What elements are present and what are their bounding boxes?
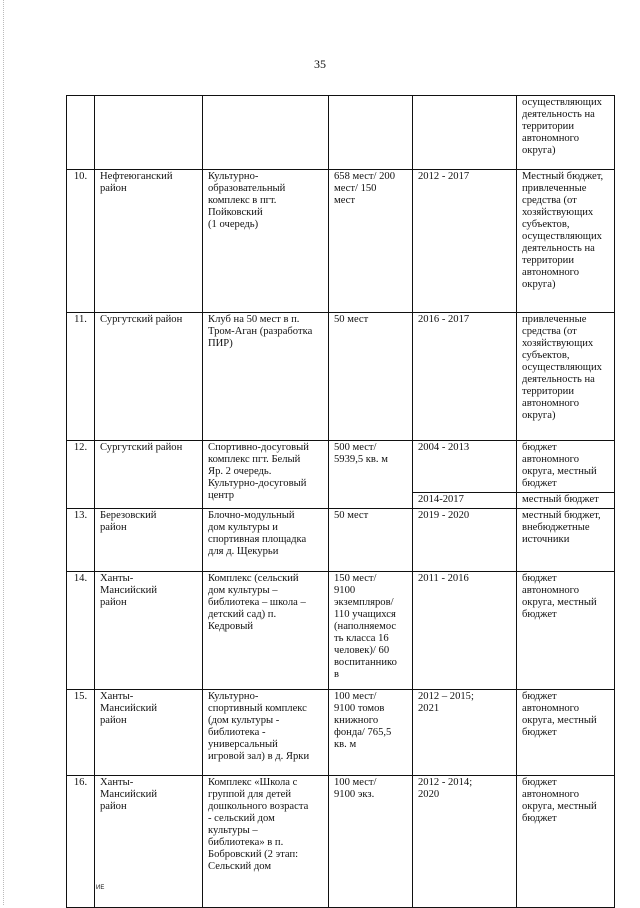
cell-line: 13. [73,510,88,521]
cell-line: библиотека – школа – [208,597,306,608]
region-cell [95,509,203,572]
cell-line: район [100,183,127,194]
cell-line: 2019 - 2020 [418,510,470,521]
cell-line: бюджет [522,727,557,738]
cell-line: бюджет [522,478,557,489]
cell-line: Комплекс (сельский [208,573,299,584]
row-number [67,441,95,509]
cell-line: округа, местный [522,801,597,812]
cell-line: бюджет [522,813,557,824]
cell-line: дом культуры – [208,585,278,596]
cell-line: 9100 [334,585,356,596]
capacity-cell [329,96,413,170]
funding-cell [517,509,615,572]
cell-line: 10. [73,171,88,182]
cell-line: для д. Щекурьи [208,546,279,557]
funding-cell [517,690,615,776]
cell-line: 9100 экз. [334,789,375,800]
cell-line: 9100 томов [334,703,385,714]
cell-line: спортивный комплекс [208,703,307,714]
cell-line: Пойковский [208,207,263,218]
cell-line: библиотека - [208,727,266,738]
footer-mark: ИЕ [96,885,105,891]
cell-line: автономного [522,585,580,596]
cell-line: Ханты- [100,691,134,702]
cell-line: автономного [522,398,580,409]
cell-line: дошкольного возраста [208,801,309,812]
region-cell [95,572,203,690]
cell-line: 2012 - 2017 [418,171,470,182]
cell-line: Нефтеюганский [100,171,173,182]
cell-line: 100 мест/ [334,777,377,788]
cell-line: 2012 – 2015; [418,691,474,702]
cell-line: автономного [522,789,580,800]
capacity-cell [329,572,413,690]
cell-line: район [100,522,127,533]
cell-line: 5939,5 кв. м [334,454,388,465]
cell-line: бюджет [522,573,557,584]
object-cell [203,509,329,572]
region-cell [95,776,203,908]
cell-line: 2004 - 2013 [418,442,470,453]
cell-line: мест/ 150 [334,183,377,194]
cell-line: округа) [522,279,556,290]
cell-line: кв. м [334,739,357,750]
cell-line: местный бюджет [522,494,599,505]
funding-cell [517,313,615,441]
period-cell [413,313,517,441]
cell-line: 2020 [418,789,440,800]
cell-line: осуществляющих [522,97,602,108]
cell-line: средства (от [522,326,577,337]
cell-line: группой для детей [208,789,292,800]
cell-line: 50 мест [334,510,369,521]
period-cell [413,776,517,908]
cell-line: осуществляющих [522,231,602,242]
region-cell [95,96,203,170]
cell-line: бюджет [522,609,557,620]
cell-line: Мансийский [100,703,158,714]
cell-line: деятельность на [522,109,595,120]
period-cell [413,96,517,170]
period-cell [413,690,517,776]
cell-line: внебюджетные [522,522,590,533]
cell-line: бюджет [522,777,557,788]
cell-line: 2011 - 2016 [418,573,469,584]
cell-line: мест [334,195,356,206]
table-row [67,776,615,908]
cell-line: Блочно-модульный [208,510,295,521]
cell-line: автономного [522,454,580,465]
cell-line: привлеченные [522,183,587,194]
funding-cell [517,96,615,170]
cell-line: округа) [522,410,556,421]
row-number [67,313,95,441]
cell-line: фонда/ 765,5 [334,727,392,738]
cell-line: 150 мест/ [334,573,377,584]
funding-cell [517,170,615,313]
cell-line: местный бюджет, [522,510,601,521]
region-cell [95,313,203,441]
cell-line: Сургутский район [100,314,183,325]
cell-line: Березовский [100,510,157,521]
cell-line: источники [522,534,570,545]
cell-line: бюджет [522,442,557,453]
cell-line: субъектов, [522,219,570,230]
cell-line: в [334,669,340,680]
cell-line: территории [522,121,575,132]
period-cell [413,441,517,493]
cell-line: округа) [522,145,556,156]
capacity-cell [329,776,413,908]
cell-line: Сельский дом [208,861,272,872]
cell-line: 15. [73,691,88,702]
cell-line: округа, местный [522,466,597,477]
cell-line: библиотека» в п. [208,837,284,848]
cell-line: бюджет [522,691,557,702]
object-cell [203,690,329,776]
cell-line: 11. [74,314,87,325]
cell-line: Сургутский район [100,442,183,453]
objects-table [66,95,615,908]
period-cell [413,170,517,313]
object-cell [203,441,329,509]
row-number [67,776,95,908]
funding-cell [517,441,615,493]
cell-line: территории [522,255,575,266]
cell-line: автономного [522,703,580,714]
capacity-cell [329,313,413,441]
cell-line: территории [522,386,575,397]
funding-cell [517,572,615,690]
row-number [67,690,95,776]
table-row [67,572,615,690]
cell-line: район [100,801,127,812]
cell-line: комплекс в пгт. [208,195,277,206]
cell-line: детский сад) п. [208,609,277,620]
cell-line: автономного [522,267,580,278]
object-cell [203,96,329,170]
cell-line: округа, местный [522,597,597,608]
cell-line: Клуб на 50 мест в п. [208,314,300,325]
cell-line: субъектов, [522,350,570,361]
cell-line: 14. [73,573,88,584]
cell-line: человек)/ 60 [334,645,390,656]
cell-line: ть класса 16 [334,633,389,644]
cell-line: 100 мест/ [334,691,377,702]
capacity-cell [329,441,413,509]
page-number: 35 [314,57,326,71]
cell-line: (наполняемос [334,621,397,632]
cell-line: культуры – [208,825,258,836]
cell-line: Ханты- [100,777,134,788]
row-number [67,509,95,572]
capacity-cell [329,170,413,313]
cell-line: (1 очередь) [208,219,259,230]
period-cell [413,572,517,690]
cell-line: 16. [73,777,88,788]
cell-line: - сельский дом [208,813,275,824]
cell-line: хозяйствующих [522,207,594,218]
cell-line: универсальный [208,739,278,750]
period-cell [413,493,517,509]
object-cell [203,170,329,313]
row-number [67,96,95,170]
table-row [67,96,615,170]
region-cell [95,690,203,776]
cell-line: дом культуры и [208,522,278,533]
cell-line: комплекс пгт. Белый [208,454,301,465]
table-row [67,441,615,493]
cell-line: средства (от [522,195,577,206]
cell-line: ПИР) [208,338,233,349]
row-number [67,572,95,690]
cell-line: Комплекс «Школа с [208,777,298,788]
cell-line: деятельность на [522,243,595,254]
cell-line: центр [208,490,235,501]
capacity-cell [329,509,413,572]
row-number [67,170,95,313]
table-row [67,509,615,572]
cell-line: Ханты- [100,573,134,584]
table-row [67,170,615,313]
capacity-cell [329,690,413,776]
object-cell [203,776,329,908]
cell-line: 2021 [418,703,440,714]
cell-line: книжного [334,715,379,726]
cell-line: осуществляющих [522,362,602,373]
object-cell [203,313,329,441]
cell-line: хозяйствующих [522,338,594,349]
cell-line: Культурно- [208,171,259,182]
cell-line: Яр. 2 очередь. [208,466,272,477]
cell-line: привлеченные [522,314,587,325]
cell-line: (дом культуры - [208,715,280,726]
cell-line: Тром-Аган (разработка [208,326,313,337]
funding-cell [517,776,615,908]
cell-line: воспитаннико [334,657,397,668]
cell-line: 500 мест/ [334,442,377,453]
cell-line: 658 мест/ 200 [334,171,396,182]
cell-line: 2014-2017 [418,494,464,505]
cell-line: игровой зал) в д. Ярки [208,751,310,762]
cell-line: спортивная площадка [208,534,307,545]
cell-line: 12. [73,442,88,453]
cell-line: 2012 - 2014; [418,777,473,788]
cell-line: Спортивно-досуговый [208,442,309,453]
cell-line: 2016 - 2017 [418,314,470,325]
funding-cell [517,493,615,509]
cell-line: образовательный [208,183,286,194]
cell-line: деятельность на [522,374,595,385]
table-row [67,313,615,441]
cell-line: экземпляров/ [334,597,394,608]
period-cell [413,509,517,572]
cell-line: район [100,597,127,608]
region-cell [95,170,203,313]
cell-line: Мансийский [100,789,158,800]
object-cell [203,572,329,690]
cell-line: округа, местный [522,715,597,726]
cell-line: Местный бюджет, [522,171,604,182]
cell-line: Культурно-досуговый [208,478,307,489]
cell-line: 50 мест [334,314,369,325]
region-cell [95,441,203,509]
scan-edge [3,0,5,905]
cell-line: Культурно- [208,691,259,702]
cell-line: автономного [522,133,580,144]
cell-line: Мансийский [100,585,158,596]
table-row [67,690,615,776]
cell-line: Кедровый [208,621,253,632]
cell-line: Бобровский (2 этап: [208,849,299,860]
cell-line: район [100,715,127,726]
cell-line: 110 учащихся [334,609,396,620]
